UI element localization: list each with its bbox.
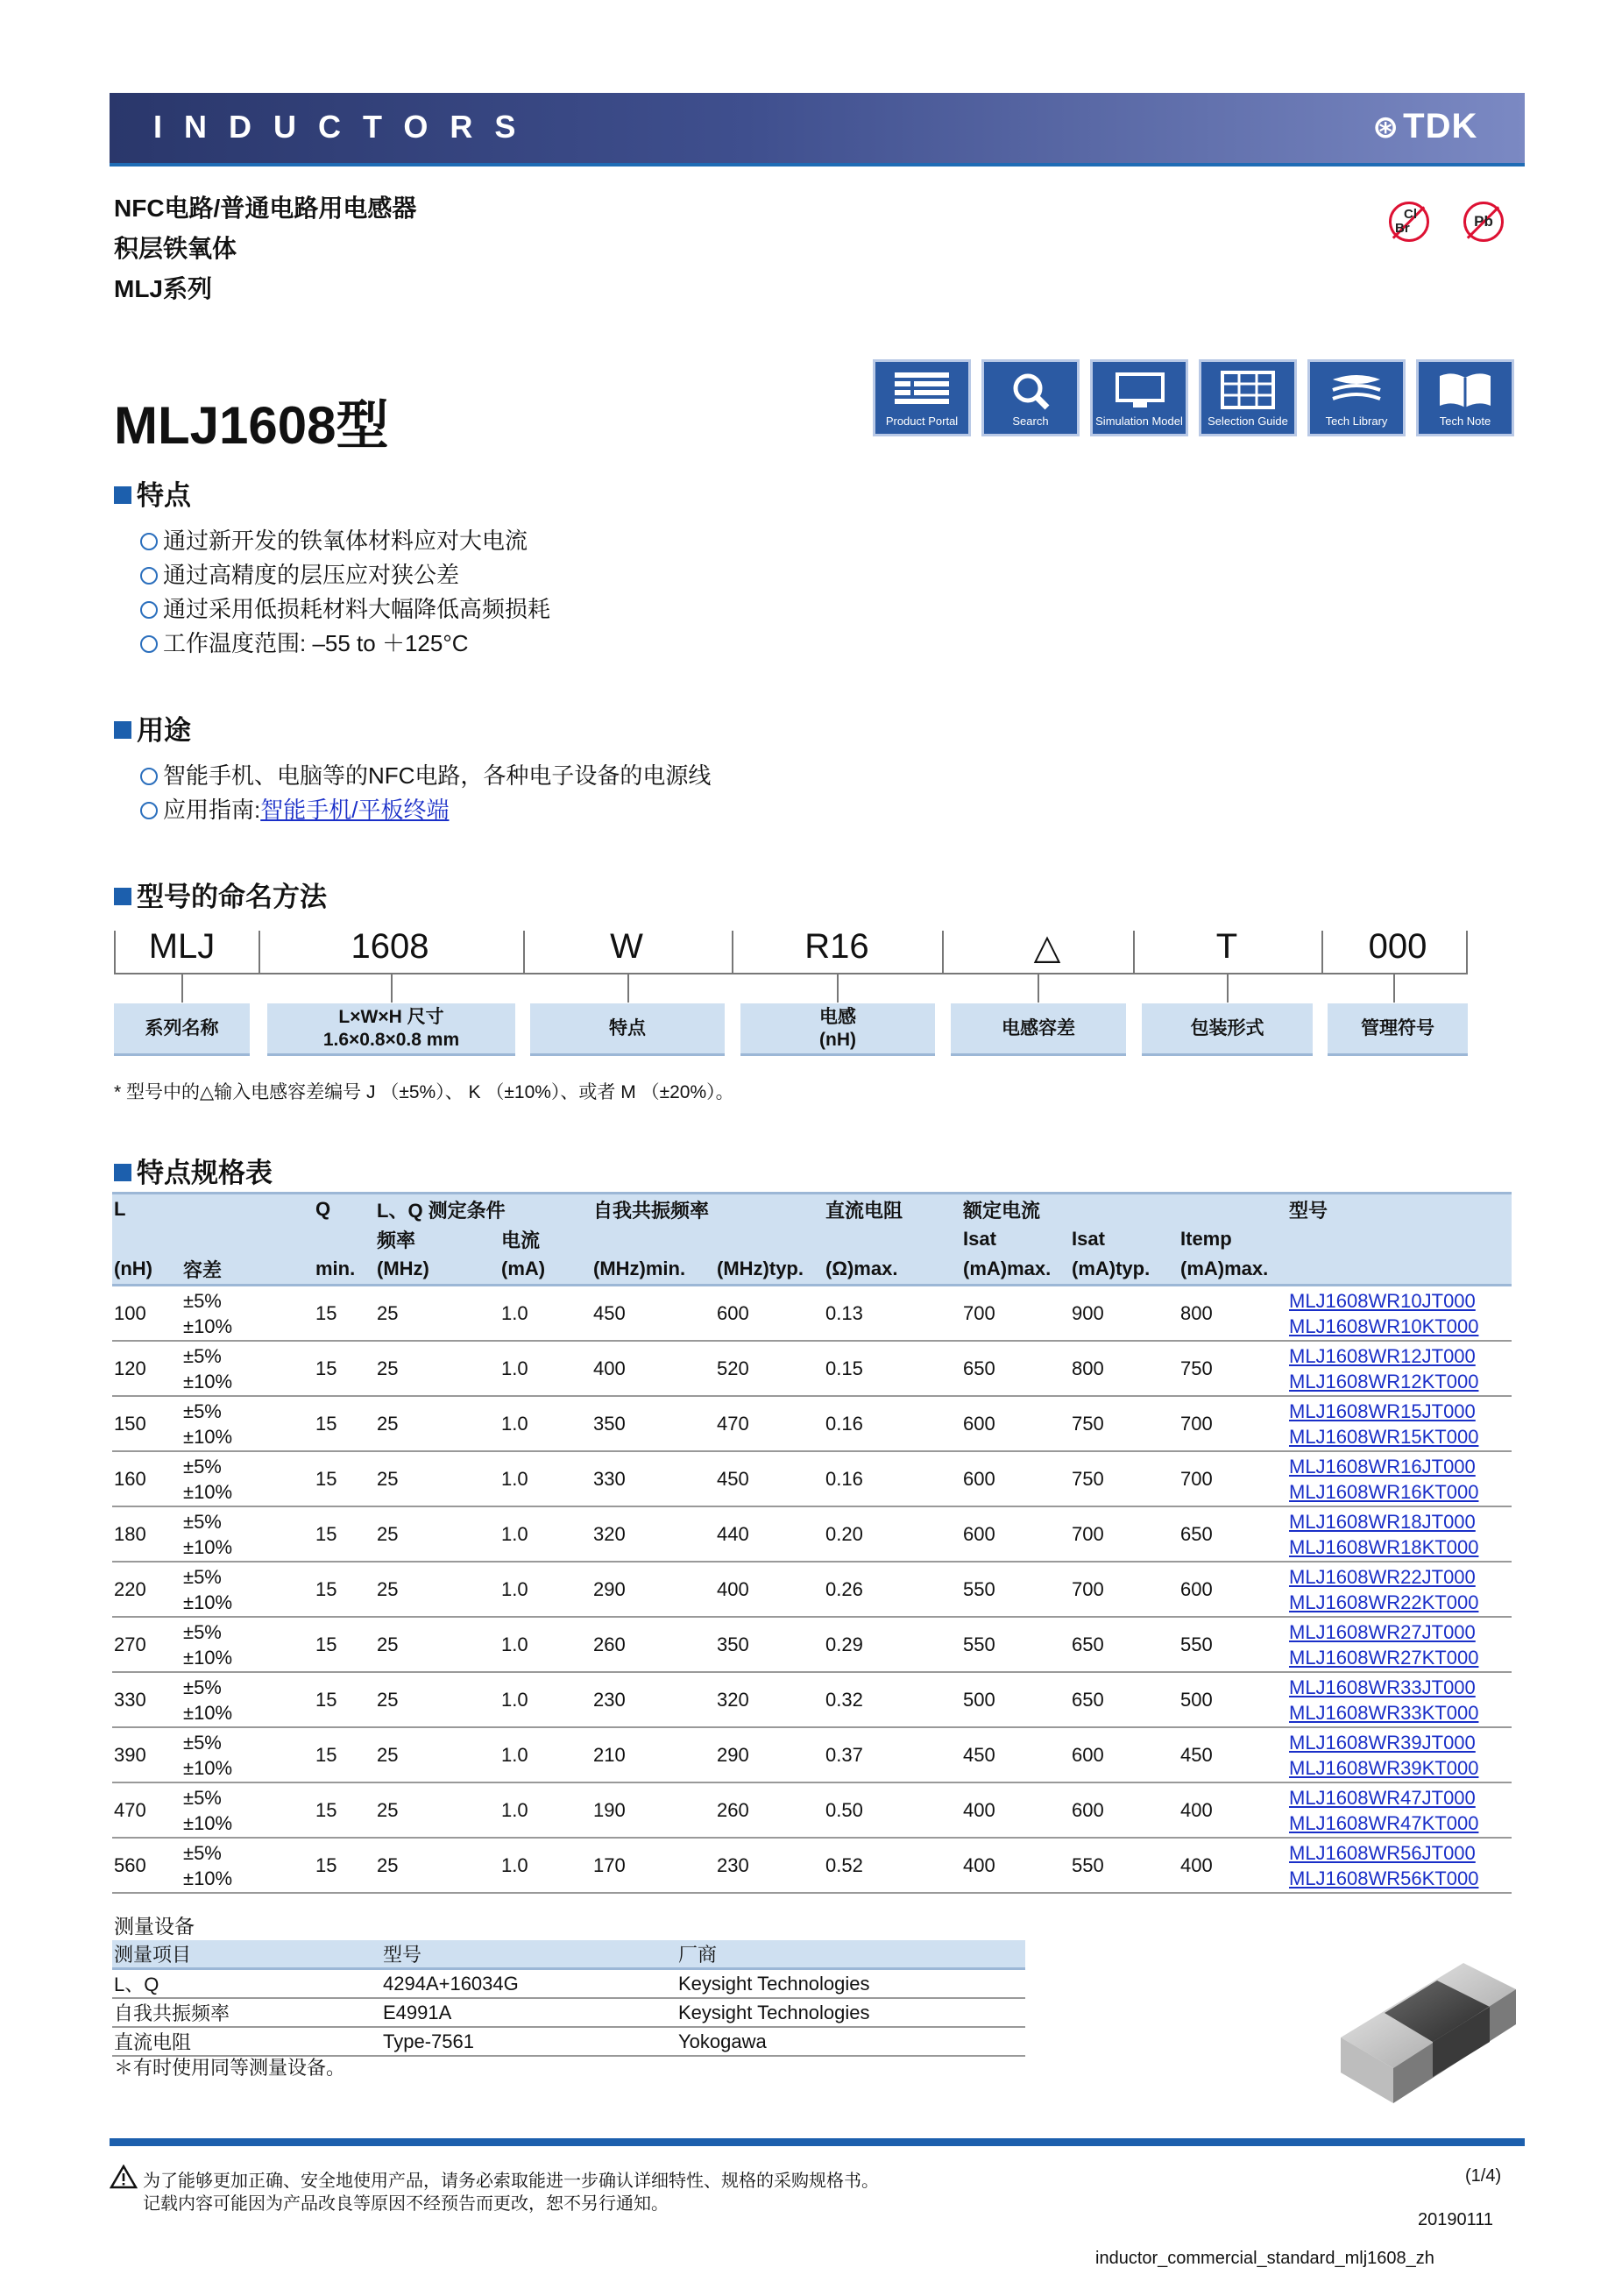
cell-itemp: 750	[1179, 1341, 1287, 1396]
part-number-link[interactable]: MLJ1608WR56KT000	[1289, 1867, 1479, 1889]
table-row: L、Q 4294A+16034G Keysight Technologies	[112, 1969, 1025, 1999]
col-conditions: L、Q 测定条件	[377, 1199, 506, 1222]
table-row	[112, 1506, 1512, 1562]
spec-header-row	[112, 1254, 1512, 1286]
naming-divider	[732, 931, 733, 974]
cell-srf-typ: 440	[715, 1506, 824, 1562]
warning-icon	[110, 2165, 138, 2189]
cell-i: 1.0	[499, 1782, 591, 1838]
cell-rdc: 0.26	[824, 1562, 961, 1617]
cell-isat-typ: 800	[1070, 1341, 1179, 1396]
cell-inductance: 100	[112, 1286, 181, 1342]
nav-label: Tech Note	[1439, 415, 1491, 428]
label-management: 管理符号	[1328, 1003, 1468, 1056]
part-number-link[interactable]: MLJ1608WR18JT000	[1289, 1510, 1476, 1533]
cell-isat-typ: 600	[1070, 1782, 1179, 1838]
header-underline	[110, 163, 1525, 167]
part-number-link[interactable]: MLJ1608WR12KT000	[1289, 1370, 1479, 1392]
table-row	[112, 1838, 1512, 1893]
cell-srf-min: 450	[591, 1286, 715, 1342]
features-heading: 特点	[114, 473, 191, 513]
cell-inductance: 560	[112, 1838, 181, 1893]
applications-heading: 用途	[114, 708, 191, 748]
col-model: 型号	[381, 1940, 676, 1969]
cell-srf-typ: 400	[715, 1562, 824, 1617]
part-number-link[interactable]: MLJ1608WR18KT000	[1289, 1535, 1479, 1558]
naming-tick	[1038, 974, 1039, 1003]
subtitle-line3: MLJ系列	[114, 275, 213, 302]
cell-f: 25	[375, 1727, 499, 1782]
cell-i: 1.0	[499, 1451, 591, 1506]
cell-isat-typ: 700	[1070, 1562, 1179, 1617]
code-series: MLJ	[148, 927, 216, 966]
cell-f: 25	[375, 1672, 499, 1727]
cell-tolerance: ±5% ±10%	[181, 1286, 314, 1342]
col-q: Q	[315, 1198, 331, 1220]
part-number-link[interactable]: MLJ1608WR39KT000	[1289, 1756, 1479, 1779]
part-number-link[interactable]: MLJ1608WR33JT000	[1289, 1676, 1476, 1698]
col-maker: 厂商	[676, 1940, 1025, 1969]
cell-isat-max: 500	[961, 1672, 1070, 1727]
part-number-link[interactable]: MLJ1608WR56JT000	[1289, 1841, 1476, 1864]
cell-srf-typ: 470	[715, 1396, 824, 1451]
part-number-link[interactable]: MLJ1608WR16JT000	[1289, 1455, 1476, 1478]
nav-label: Search	[1012, 415, 1049, 428]
page-number: (1/4)	[1465, 2166, 1502, 2186]
cell-itemp: 550	[1179, 1617, 1287, 1672]
tdk-logo[interactable]	[1372, 107, 1477, 146]
naming-note: * 型号中的△输入电感容差编号 J （±5%）、 K （±10%）、或者 M （±20%）。	[114, 1082, 734, 1102]
nav-label: Selection Guide	[1208, 415, 1288, 428]
cell-itemp: 700	[1179, 1451, 1287, 1506]
cell-inductance: 120	[112, 1341, 181, 1396]
cell-isat-typ: 750	[1070, 1396, 1179, 1451]
cell-part-numbers	[1287, 1396, 1512, 1451]
selection-guide-button[interactable]	[1199, 359, 1297, 436]
cell-isat-typ: 600	[1070, 1727, 1179, 1782]
col-l: L	[114, 1198, 126, 1220]
page-title: MLJ1608型	[114, 396, 389, 455]
cell-tolerance: ±5% ±10%	[181, 1782, 314, 1838]
cell-inductance: 330	[112, 1672, 181, 1727]
cell-f: 25	[375, 1341, 499, 1396]
cell-part-numbers	[1287, 1672, 1512, 1727]
cell-Q: 15	[314, 1451, 375, 1506]
col-isat-max: Isat	[963, 1228, 996, 1250]
unit: 容差	[183, 1258, 223, 1281]
measurement-title: 测量设备	[114, 1915, 195, 1938]
cell-tolerance: ±5% ±10%	[181, 1451, 314, 1506]
nav-label: Tech Library	[1325, 415, 1388, 428]
table-row	[112, 1782, 1512, 1838]
cell-tolerance: ±5% ±10%	[181, 1341, 314, 1396]
naming-heading: 型号的命名方法	[114, 875, 327, 914]
tdk-triangle-icon: ⊛	[1372, 109, 1400, 145]
cell-srf-typ: 600	[715, 1286, 824, 1342]
naming-tick	[837, 974, 839, 1003]
cell-srf-typ: 450	[715, 1451, 824, 1506]
cell-isat-max: 700	[961, 1286, 1070, 1342]
cell-rdc: 0.13	[824, 1286, 961, 1342]
table-row	[112, 1727, 1512, 1782]
unit: (MHz)typ.	[717, 1258, 804, 1279]
spec-header-row	[112, 1194, 1512, 1225]
table-row: 直流电阻 Type-7561 Yokogawa	[112, 2027, 1025, 2056]
search-icon	[1000, 371, 1061, 411]
cell-isat-max: 400	[961, 1782, 1070, 1838]
cell-i: 1.0	[499, 1562, 591, 1617]
cell-itemp: 450	[1179, 1727, 1287, 1782]
part-number-link[interactable]: MLJ1608WR47JT000	[1289, 1786, 1476, 1809]
measurement-header-row	[112, 1940, 1025, 1969]
code-inductance: R16	[804, 927, 869, 966]
col-rated-current: 额定电流	[963, 1199, 1041, 1222]
col-part-number: 型号	[1289, 1199, 1328, 1222]
cell-Q: 15	[314, 1782, 375, 1838]
cell-isat-max: 600	[961, 1506, 1070, 1562]
code-management: 000	[1368, 927, 1427, 966]
footer-warning-2: 记载内容可能因为产品改良等原因不经预告而更改，恕不另行通知。	[143, 2194, 669, 2214]
naming-divider	[114, 931, 116, 974]
footer-warning-1: 为了能够更加正确、安全地使用产品，请务必索取能进一步确认详细特性、规格的采购规格书。	[143, 2172, 879, 2191]
part-number-link[interactable]: MLJ1608WR22KT000	[1289, 1591, 1479, 1613]
cell-part-numbers	[1287, 1617, 1512, 1672]
cell-Q: 15	[314, 1727, 375, 1782]
measurement-note: ＊有时使用同等测量设备。	[114, 2057, 346, 2079]
cell-srf-typ: 290	[715, 1727, 824, 1782]
cell-part-numbers	[1287, 1727, 1512, 1782]
col-freq: 频率	[377, 1229, 416, 1251]
cell-srf-typ: 320	[715, 1672, 824, 1727]
cell-isat-max: 450	[961, 1727, 1070, 1782]
cell-itemp: 800	[1179, 1286, 1287, 1342]
naming-tick	[391, 974, 393, 1003]
cell-isat-max: 550	[961, 1562, 1070, 1617]
table-row	[112, 1396, 1512, 1451]
naming-divider	[1321, 931, 1323, 974]
nav-label: Product Portal	[885, 415, 959, 428]
stack-icon	[1326, 371, 1387, 411]
naming-tick	[1393, 974, 1395, 1003]
unit: (mA)max.	[963, 1258, 1052, 1279]
cell-srf-min: 400	[591, 1341, 715, 1396]
naming-tick	[627, 974, 629, 1003]
cell-inductance: 270	[112, 1617, 181, 1672]
cell-isat-typ: 650	[1070, 1672, 1179, 1727]
cell-isat-max: 550	[961, 1617, 1070, 1672]
subtitle-line2: 积层铁氧体	[114, 235, 237, 262]
cell-f: 25	[375, 1838, 499, 1893]
cell-isat-max: 600	[961, 1396, 1070, 1451]
book-icon	[1434, 371, 1496, 411]
cell-srf-min: 320	[591, 1506, 715, 1562]
cell-srf-min: 290	[591, 1562, 715, 1617]
table-row	[112, 1617, 1512, 1672]
cell-rdc: 0.37	[824, 1727, 961, 1782]
cell-inductance: 390	[112, 1727, 181, 1782]
col-current: 电流	[501, 1229, 541, 1251]
cell-Q: 15	[314, 1286, 375, 1342]
application-guide: 应用指南:智能手机/平板终端	[140, 792, 449, 825]
cell-part-numbers	[1287, 1451, 1512, 1506]
footer-rule	[110, 2138, 1525, 2146]
cell-f: 25	[375, 1451, 499, 1506]
cell-i: 1.0	[499, 1286, 591, 1342]
cell-inductance: 470	[112, 1782, 181, 1838]
unit: (mA)	[501, 1258, 546, 1279]
monitor-icon	[1108, 371, 1170, 411]
naming-tick	[181, 974, 183, 1003]
cell-part-numbers	[1287, 1782, 1512, 1838]
spec-heading: 特点规格表	[114, 1151, 273, 1190]
cell-tolerance: ±5% ±10%	[181, 1506, 314, 1562]
part-number-link[interactable]: MLJ1608WR33KT000	[1289, 1701, 1479, 1724]
tech-note-button[interactable]	[1416, 359, 1514, 436]
cell-rdc: 0.50	[824, 1782, 961, 1838]
cell-srf-typ: 350	[715, 1617, 824, 1672]
col-item: 测量项目	[112, 1940, 381, 1969]
cell-tolerance: ±5% ±10%	[181, 1617, 314, 1672]
part-number-link[interactable]: MLJ1608WR27JT000	[1289, 1620, 1476, 1643]
application-item: 智能手机、电脑等的NFC电路，各种电子设备的电源线	[140, 758, 711, 790]
cell-srf-min: 190	[591, 1782, 715, 1838]
part-number-link[interactable]: MLJ1608WR22JT000	[1289, 1565, 1476, 1588]
cell-i: 1.0	[499, 1396, 591, 1451]
col-rdc: 直流电阻	[825, 1199, 903, 1222]
code-tolerance: △	[1033, 928, 1061, 967]
cell-Q: 15	[314, 1838, 375, 1893]
code-size: 1608	[351, 927, 429, 966]
tech-library-button[interactable]	[1307, 359, 1406, 436]
label-size: L×W×H 尺寸 1.6×0.8×0.8 mm	[267, 1003, 515, 1056]
cell-f: 25	[375, 1286, 499, 1342]
cell-part-numbers	[1287, 1341, 1512, 1396]
cell-i: 1.0	[499, 1838, 591, 1893]
naming-divider	[259, 931, 260, 974]
unit: (MHz)min.	[593, 1258, 686, 1279]
product-portal-icon	[891, 371, 953, 411]
cell-srf-min: 230	[591, 1672, 715, 1727]
cell-i: 1.0	[499, 1727, 591, 1782]
cell-itemp: 600	[1179, 1562, 1287, 1617]
cell-srf-min: 260	[591, 1617, 715, 1672]
cell-srf-typ: 520	[715, 1341, 824, 1396]
cell-isat-typ: 650	[1070, 1617, 1179, 1672]
product-portal-button[interactable]	[873, 359, 971, 436]
cell-f: 25	[375, 1782, 499, 1838]
feature-item: 通过高精度的层压应对狭公差	[140, 557, 459, 590]
doc-date: 20190111	[1418, 2210, 1494, 2229]
table-row	[112, 1562, 1512, 1617]
chip-inductor-image	[1332, 1937, 1525, 2112]
table-row	[112, 1341, 1512, 1396]
cell-rdc: 0.52	[824, 1838, 961, 1893]
cell-rdc: 0.16	[824, 1451, 961, 1506]
cell-itemp: 700	[1179, 1396, 1287, 1451]
cell-isat-max: 600	[961, 1451, 1070, 1506]
label-series-name: 系列名称	[114, 1003, 250, 1056]
cell-part-numbers	[1287, 1838, 1512, 1893]
spec-header-row	[112, 1224, 1512, 1254]
cell-srf-typ: 260	[715, 1782, 824, 1838]
cell-Q: 15	[314, 1562, 375, 1617]
table-row: 自我共振频率 E4991A Keysight Technologies	[112, 1998, 1025, 2027]
unit: (nH)	[114, 1258, 152, 1279]
cell-tolerance: ±5% ±10%	[181, 1727, 314, 1782]
feature-item: 工作温度范围: –55 to ＋125°C	[140, 626, 469, 658]
table-row	[112, 1286, 1512, 1342]
cell-i: 1.0	[499, 1617, 591, 1672]
cell-Q: 15	[314, 1506, 375, 1562]
halogen-free-icon: Cl Br	[1389, 202, 1429, 242]
grid-icon	[1217, 371, 1278, 411]
naming-divider	[1133, 931, 1135, 974]
part-number-link[interactable]: MLJ1608WR12JT000	[1289, 1344, 1476, 1367]
cell-Q: 15	[314, 1396, 375, 1451]
cell-itemp: 400	[1179, 1782, 1287, 1838]
cell-itemp: 650	[1179, 1506, 1287, 1562]
col-isat-typ: Isat	[1072, 1228, 1105, 1250]
nav-label: Simulation Model	[1095, 415, 1183, 428]
part-number-link[interactable]: MLJ1608WR10KT000	[1289, 1315, 1479, 1337]
cell-itemp: 500	[1179, 1672, 1287, 1727]
measurement-table	[112, 1940, 1025, 2057]
band-title: INDUCTORS	[153, 109, 538, 145]
naming-tick	[1227, 974, 1229, 1003]
cell-Q: 15	[314, 1617, 375, 1672]
feature-item: 通过新开发的铁氧体材料应对大电流	[140, 523, 528, 556]
cell-rdc: 0.20	[824, 1506, 961, 1562]
cell-part-numbers	[1287, 1506, 1512, 1562]
simulation-model-button[interactable]	[1090, 359, 1188, 436]
cell-itemp: 400	[1179, 1838, 1287, 1893]
cell-isat-typ: 700	[1070, 1506, 1179, 1562]
cell-tolerance: ±5% ±10%	[181, 1562, 314, 1617]
cell-i: 1.0	[499, 1506, 591, 1562]
table-row	[112, 1672, 1512, 1727]
search-button[interactable]	[981, 359, 1080, 436]
application-guide-link[interactable]: 智能手机/平板终端	[260, 797, 450, 823]
cell-Q: 15	[314, 1341, 375, 1396]
label-tolerance: 电感容差	[951, 1003, 1126, 1056]
unit: (mA)max.	[1180, 1258, 1269, 1279]
spec-table	[112, 1192, 1512, 1894]
cell-isat-typ: 900	[1070, 1286, 1179, 1342]
cell-isat-typ: 750	[1070, 1451, 1179, 1506]
cell-isat-max: 650	[961, 1341, 1070, 1396]
cell-Q: 15	[314, 1672, 375, 1727]
part-number-link[interactable]: MLJ1608WR39JT000	[1289, 1731, 1476, 1754]
cell-inductance: 180	[112, 1506, 181, 1562]
col-srf: 自我共振频率	[593, 1199, 710, 1222]
cell-tolerance: ±5% ±10%	[181, 1672, 314, 1727]
cell-srf-typ: 230	[715, 1838, 824, 1893]
cell-f: 25	[375, 1506, 499, 1562]
subtitle-line1: NFC电路/普通电路用电感器	[114, 195, 417, 222]
code-feature: W	[610, 927, 643, 966]
cell-isat-max: 400	[961, 1838, 1070, 1893]
cell-inductance: 150	[112, 1396, 181, 1451]
col-itemp: Itemp	[1180, 1228, 1232, 1250]
logo-text: TDK	[1403, 107, 1478, 145]
label-packaging: 包装形式	[1142, 1003, 1313, 1056]
cell-srf-min: 330	[591, 1451, 715, 1506]
unit: (mA)typ.	[1072, 1258, 1151, 1279]
cell-rdc: 0.29	[824, 1617, 961, 1672]
cell-i: 1.0	[499, 1672, 591, 1727]
cell-srf-min: 210	[591, 1727, 715, 1782]
label-inductance: 电感 (nH)	[740, 1003, 935, 1056]
table-row	[112, 1451, 1512, 1506]
unit: (MHz)	[377, 1258, 429, 1279]
code-packaging: T	[1215, 927, 1238, 966]
cell-i: 1.0	[499, 1341, 591, 1396]
naming-divider	[942, 931, 944, 974]
cell-tolerance: ±5% ±10%	[181, 1396, 314, 1451]
part-number-link[interactable]: MLJ1608WR10JT000	[1289, 1289, 1476, 1312]
cell-inductance: 160	[112, 1451, 181, 1506]
cell-f: 25	[375, 1396, 499, 1451]
cell-f: 25	[375, 1562, 499, 1617]
part-number-link[interactable]: MLJ1608WR15KT000	[1289, 1425, 1479, 1448]
feature-item: 通过采用低损耗材料大幅降低高频损耗	[140, 592, 550, 624]
part-number-link[interactable]: MLJ1608WR15JT000	[1289, 1400, 1476, 1422]
cell-rdc: 0.16	[824, 1396, 961, 1451]
doc-id: inductor_commercial_standard_mlj1608_zh	[1095, 2249, 1434, 2268]
cell-tolerance: ±5% ±10%	[181, 1838, 314, 1893]
cell-rdc: 0.15	[824, 1341, 961, 1396]
cell-f: 25	[375, 1617, 499, 1672]
cell-inductance: 220	[112, 1562, 181, 1617]
part-number-link[interactable]: MLJ1608WR47KT000	[1289, 1811, 1479, 1834]
cell-isat-typ: 550	[1070, 1838, 1179, 1893]
unit: min.	[315, 1258, 356, 1279]
part-number-link[interactable]: MLJ1608WR27KT000	[1289, 1646, 1479, 1669]
cell-part-numbers	[1287, 1286, 1512, 1342]
cell-part-numbers	[1287, 1562, 1512, 1617]
naming-divider	[523, 931, 525, 974]
cell-rdc: 0.32	[824, 1672, 961, 1727]
cell-srf-min: 170	[591, 1838, 715, 1893]
naming-divider	[1466, 931, 1468, 974]
unit: (Ω)max.	[825, 1258, 898, 1279]
cell-srf-min: 350	[591, 1396, 715, 1451]
part-number-link[interactable]: MLJ1608WR16KT000	[1289, 1480, 1479, 1503]
lead-free-icon: Pb	[1463, 202, 1504, 242]
label-feature: 特点	[530, 1003, 725, 1056]
naming-rule	[114, 973, 1468, 974]
